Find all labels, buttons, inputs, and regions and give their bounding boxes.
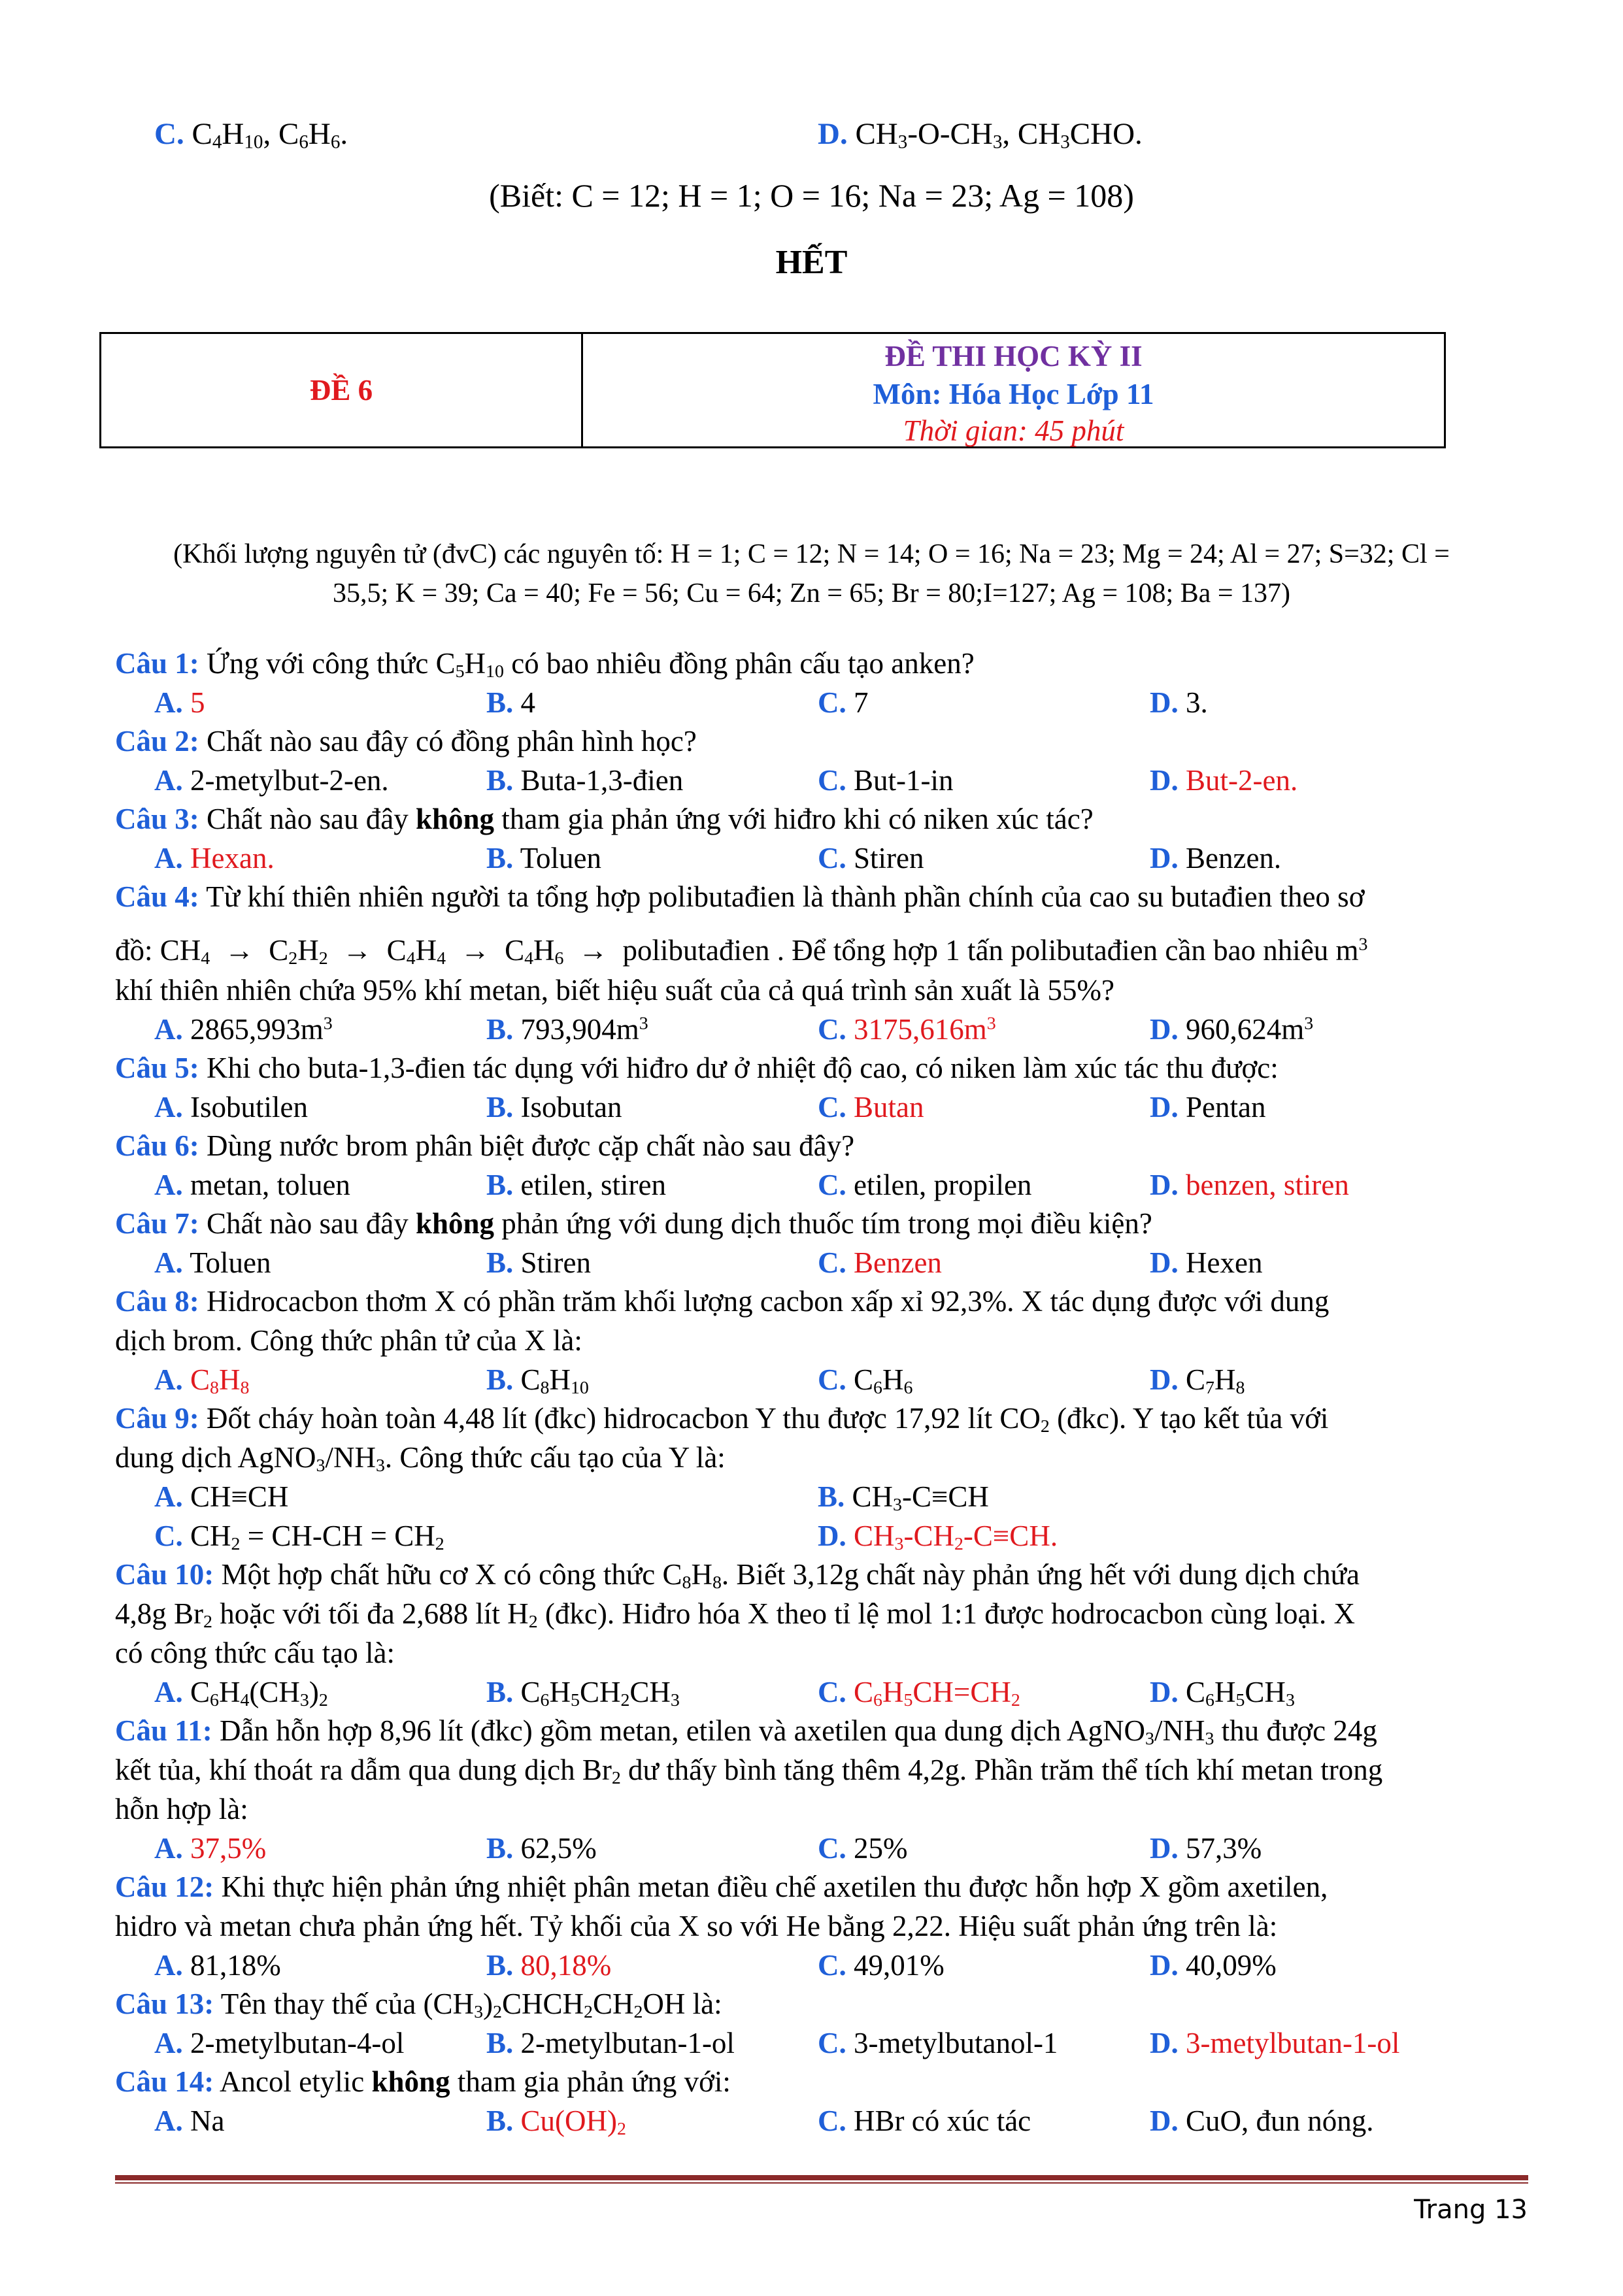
q1-option-a: A. 5 — [154, 686, 205, 719]
question-4-line-3: khí thiên nhiên chứa 95% khí metan, biết hiệu suất của cả quá trình sản xuất là 55%? — [115, 974, 1114, 1007]
atomic-masses-line-1: (Khối lượng nguyên tử (đvC) các nguyên tố: H = 1; C = 12; N = 14; O = 16; Na = 23; Mg = 24; Al = 27; S=32; Cl = — [173, 539, 1450, 569]
q12-option-b: B. 80,18% — [486, 1949, 612, 1982]
footer-divider-thin — [115, 2182, 1528, 2184]
exam-title: ĐỀ THI HỌC KỲ II — [884, 340, 1143, 373]
q8-option-c: C. $C_6H_6$ — [818, 1363, 913, 1399]
question-9: Câu 9: Đốt cháy hoàn toàn 4,48 lít (đkc) hidrocacbon Y thu được 17,92 lít $CO_2$ (đkc). Y tạo kết tủa với — [115, 1402, 1329, 1437]
q4-option-b: B. $793,904m^3$ — [486, 1013, 648, 1046]
q6-option-c: C. etilen, propilen — [818, 1169, 1032, 1201]
q3-option-b: B. Toluen — [486, 842, 602, 874]
q13-option-d: D. 3-metylbutan-1-ol — [1150, 2027, 1400, 2059]
question-10-options — [154, 1672, 1527, 1712]
question-9-options-row-1 — [154, 1477, 1527, 1516]
q10-option-c: C. $C_6H_5CH=CH_2$ — [818, 1676, 1020, 1711]
page-number: Trang 13 — [1414, 2195, 1528, 2225]
q3-option-c: C. Stiren — [818, 842, 924, 874]
question-4-options — [154, 1010, 1527, 1049]
exam-number: ĐỀ 6 — [101, 334, 583, 446]
question-2-options — [154, 761, 1527, 800]
question-10: Câu 10: Một hợp chất hữu cơ X có công thức $C_8H_8$. Biết 3,12g chất này phản ứng hết với dung dịch chứa — [115, 1558, 1360, 1593]
q11-option-d: D. 57,3% — [1150, 1832, 1262, 1865]
question-9-options-row-2 — [154, 1516, 1527, 1556]
question-14-options — [154, 2101, 1527, 2140]
q5-option-c: C. Butan — [818, 1091, 924, 1123]
question-13-options — [154, 2023, 1527, 2063]
q12-option-d: D. 40,09% — [1150, 1949, 1277, 1982]
question-5-options — [154, 1088, 1527, 1127]
q10-option-b: B. $C_6H_5CH_2CH_3$ — [486, 1676, 680, 1711]
end-marker: HẾT — [775, 244, 848, 281]
question-5: Câu 5: Khi cho buta-1,3-đien tác dụng với hiđro dư ở nhiệt độ cao, có niken làm xúc tác thu được: — [115, 1052, 1279, 1084]
question-10-line-3: có công thức cấu tạo là: — [115, 1637, 395, 1669]
q11-option-a: A. 37,5% — [154, 1832, 267, 1865]
q5-option-b: B. Isobutan — [486, 1091, 622, 1123]
q11-option-c: C. 25% — [818, 1832, 908, 1865]
q9-option-c: C. $CH_2 = CH-CH = CH_2$ — [154, 1520, 444, 1555]
q1-option-d: D. 3. — [1150, 686, 1208, 719]
q8-option-a: A. $C_8H_8$ — [154, 1363, 250, 1399]
q3-option-a: A. Hexan. — [154, 842, 275, 874]
exam-time: Thời gian: 45 phút — [903, 414, 1124, 447]
atomic-mass-note: (Biết: C = 12; H = 1; O = 16; Na = 23; Ag = 108) — [489, 177, 1134, 214]
q13-option-b: B. 2-metylbutan-1-ol — [486, 2027, 735, 2059]
question-12-options — [154, 1946, 1527, 1985]
question-8-line-2: dịch brom. Công thức phân tử của X là: — [115, 1324, 582, 1357]
question-13: Câu 13: Tên thay thế của $(CH_3)_2CHCH_2CH_2OH$ là: — [115, 1988, 722, 2023]
exam-header-table — [99, 332, 1446, 448]
question-11: Câu 11: Dẫn hỗn hợp 8,96 lít (đkc) gồm metan, etilen và axetilen qua dung dịch $AgNO_3/NH_3$ thu được 24g — [115, 1714, 1377, 1750]
question-6-options — [154, 1165, 1527, 1205]
question-6: Câu 6: Dùng nước brom phân biệt được cặp chất nào sau đây? — [115, 1129, 855, 1162]
atomic-masses-line-2: 35,5; K = 39; Ca = 40; Fe = 56; Cu = 64; Zn = 65; Br = 80;I=127; Ag = 108; Ba = 137) — [333, 578, 1290, 608]
q10-option-a: A. $C_6H_4(CH_3)_2$ — [154, 1676, 328, 1711]
question-1-options — [154, 683, 1527, 722]
q9-option-d: D. $CH_3-CH_2-C\equiv CH$. — [818, 1520, 1058, 1555]
question-9-line-2: dung dịch $AgNO_3/NH_3$. Công thức cấu tạo của Y là: — [115, 1441, 726, 1476]
q9-option-b: B. $CH_3-C\equiv CH$ — [818, 1480, 989, 1516]
exam-subject: Môn: Hóa Học Lớp 11 — [873, 378, 1154, 410]
q4-option-c: C. $3175,616m^3$ — [818, 1013, 996, 1046]
previous-question-options — [154, 116, 1527, 162]
q5-option-d: D. Pentan — [1150, 1091, 1266, 1123]
q12-option-a: A. 81,18% — [154, 1949, 281, 1982]
q7-option-b: B. Stiren — [486, 1246, 592, 1279]
question-8: Câu 8: Hidrocacbon thơm X có phần trăm khối lượng cacbon xấp xỉ 92,3%. X tác dụng được với dung — [115, 1285, 1330, 1318]
question-3: Câu 3: Chất nào sau đây không tham gia phản ứng với hiđro khi có niken xúc tác? — [115, 803, 1094, 835]
q7-option-d: D. Hexen — [1150, 1246, 1263, 1279]
q14-option-b: B. $Cu(OH)_2$ — [486, 2105, 626, 2140]
q12-option-c: C. 49,01% — [818, 1949, 945, 1982]
question-11-line-2: kết tủa, khí thoát ra dẫm qua dung dịch $Br_2$ dư thấy bình tăng thêm 4,2g. Phần trăm thể tích khí metan trong — [115, 1754, 1383, 1789]
question-4-scheme: đồ: $CH_4 \to C_2H_2 \to C_4H_4 \to C_4H_6$ → polibutađien . Để tổng hợp 1 tấn polibutađien cần bao nhiêu $m^3$ — [115, 934, 1368, 969]
question-7: Câu 7: Chất nào sau đây không phản ứng với dung dịch thuốc tím trong mọi điều kiện? — [115, 1207, 1152, 1240]
question-14: Câu 14: Ancol etylic không tham gia phản ứng với: — [115, 2065, 731, 2098]
footer-divider — [115, 2175, 1528, 2180]
q4-option-d: D. $960,624m^3$ — [1150, 1013, 1314, 1046]
q13-option-c: C. 3-metylbutanol-1 — [818, 2027, 1058, 2059]
q2-option-c: C. But-1-in — [818, 764, 954, 797]
q11-option-b: B. 62,5% — [486, 1832, 597, 1865]
q2-option-d: D. But-2-en. — [1150, 764, 1298, 797]
question-3-options — [154, 839, 1527, 878]
question-8-options — [154, 1360, 1527, 1399]
atomic-masses — [0, 535, 1623, 613]
question-7-options — [154, 1243, 1527, 1282]
question-4: Câu 4: Từ khí thiên nhiên người ta tổng hợp polibutađien là thành phần chính của cao su butađien theo sơ — [115, 880, 1365, 913]
q9-option-a: A. CH≡CH — [154, 1480, 289, 1513]
q6-option-b: B. etilen, stiren — [486, 1169, 666, 1201]
q4-option-a: A. $2865,993m^3$ — [154, 1013, 333, 1046]
option-d: D. $CH_3-O-CH_3$, $CH_3CHO$. — [818, 117, 1143, 153]
question-12: Câu 12: Khi thực hiện phản ứng nhiệt phân metan điều chế axetilen thu được hỗn hợp X gồm axetilen, — [115, 1871, 1328, 1903]
q14-option-c: C. HBr có xúc tác — [818, 2105, 1031, 2137]
q8-option-b: B. $C_8H_{10}$ — [486, 1363, 589, 1399]
q5-option-a: A. Isobutilen — [154, 1091, 308, 1123]
q14-option-a: A. Na — [154, 2105, 225, 2137]
question-1: Câu 1: Ứng với công thức $C_5H_{10}$ có bao nhiêu đồng phân cấu tạo anken? — [115, 647, 975, 682]
question-10-line-2: 4,8g $Br_2$ hoặc với tối đa 2,688 lít $H_2$ (đkc). Hiđro hóa X theo tỉ lệ mol 1:1 được hodrocacbon cùng loại. X — [115, 1597, 1356, 1633]
q7-option-c: C. Benzen — [818, 1246, 942, 1279]
q8-option-d: D. $C_7H_8$ — [1150, 1363, 1245, 1399]
q6-option-a: A. metan, toluen — [154, 1169, 350, 1201]
q14-option-d: D. CuO, đun nóng. — [1150, 2105, 1374, 2137]
question-2: Câu 2: Chất nào sau đây có đồng phân hình học? — [115, 725, 697, 757]
q13-option-a: A. 2-metylbutan-4-ol — [154, 2027, 405, 2059]
question-12-line-2: hidro và metan chưa phản ứng hết. Tỷ khối của X so với He bằng 2,22. Hiệu suất phản ứng trên là: — [115, 1910, 1278, 1942]
option-c: C. $C_4H_{10}$, $C_6H_6$. — [154, 117, 348, 153]
q7-option-a: A. Toluen — [154, 1246, 271, 1279]
q2-option-a: A. 2-metylbut-2-en. — [154, 764, 389, 797]
question-11-options — [154, 1829, 1527, 1868]
q1-option-b: B. 4 — [486, 686, 536, 719]
question-11-line-3: hỗn hợp là: — [115, 1793, 248, 1825]
q10-option-d: D. $C_6H_5CH_3$ — [1150, 1676, 1295, 1711]
q1-option-c: C. 7 — [818, 686, 869, 719]
q3-option-d: D. Benzen. — [1150, 842, 1282, 874]
q2-option-b: B. Buta-1,3-đien — [486, 764, 684, 797]
q6-option-d: D. benzen, stiren — [1150, 1169, 1349, 1201]
exam-info — [583, 334, 1444, 446]
